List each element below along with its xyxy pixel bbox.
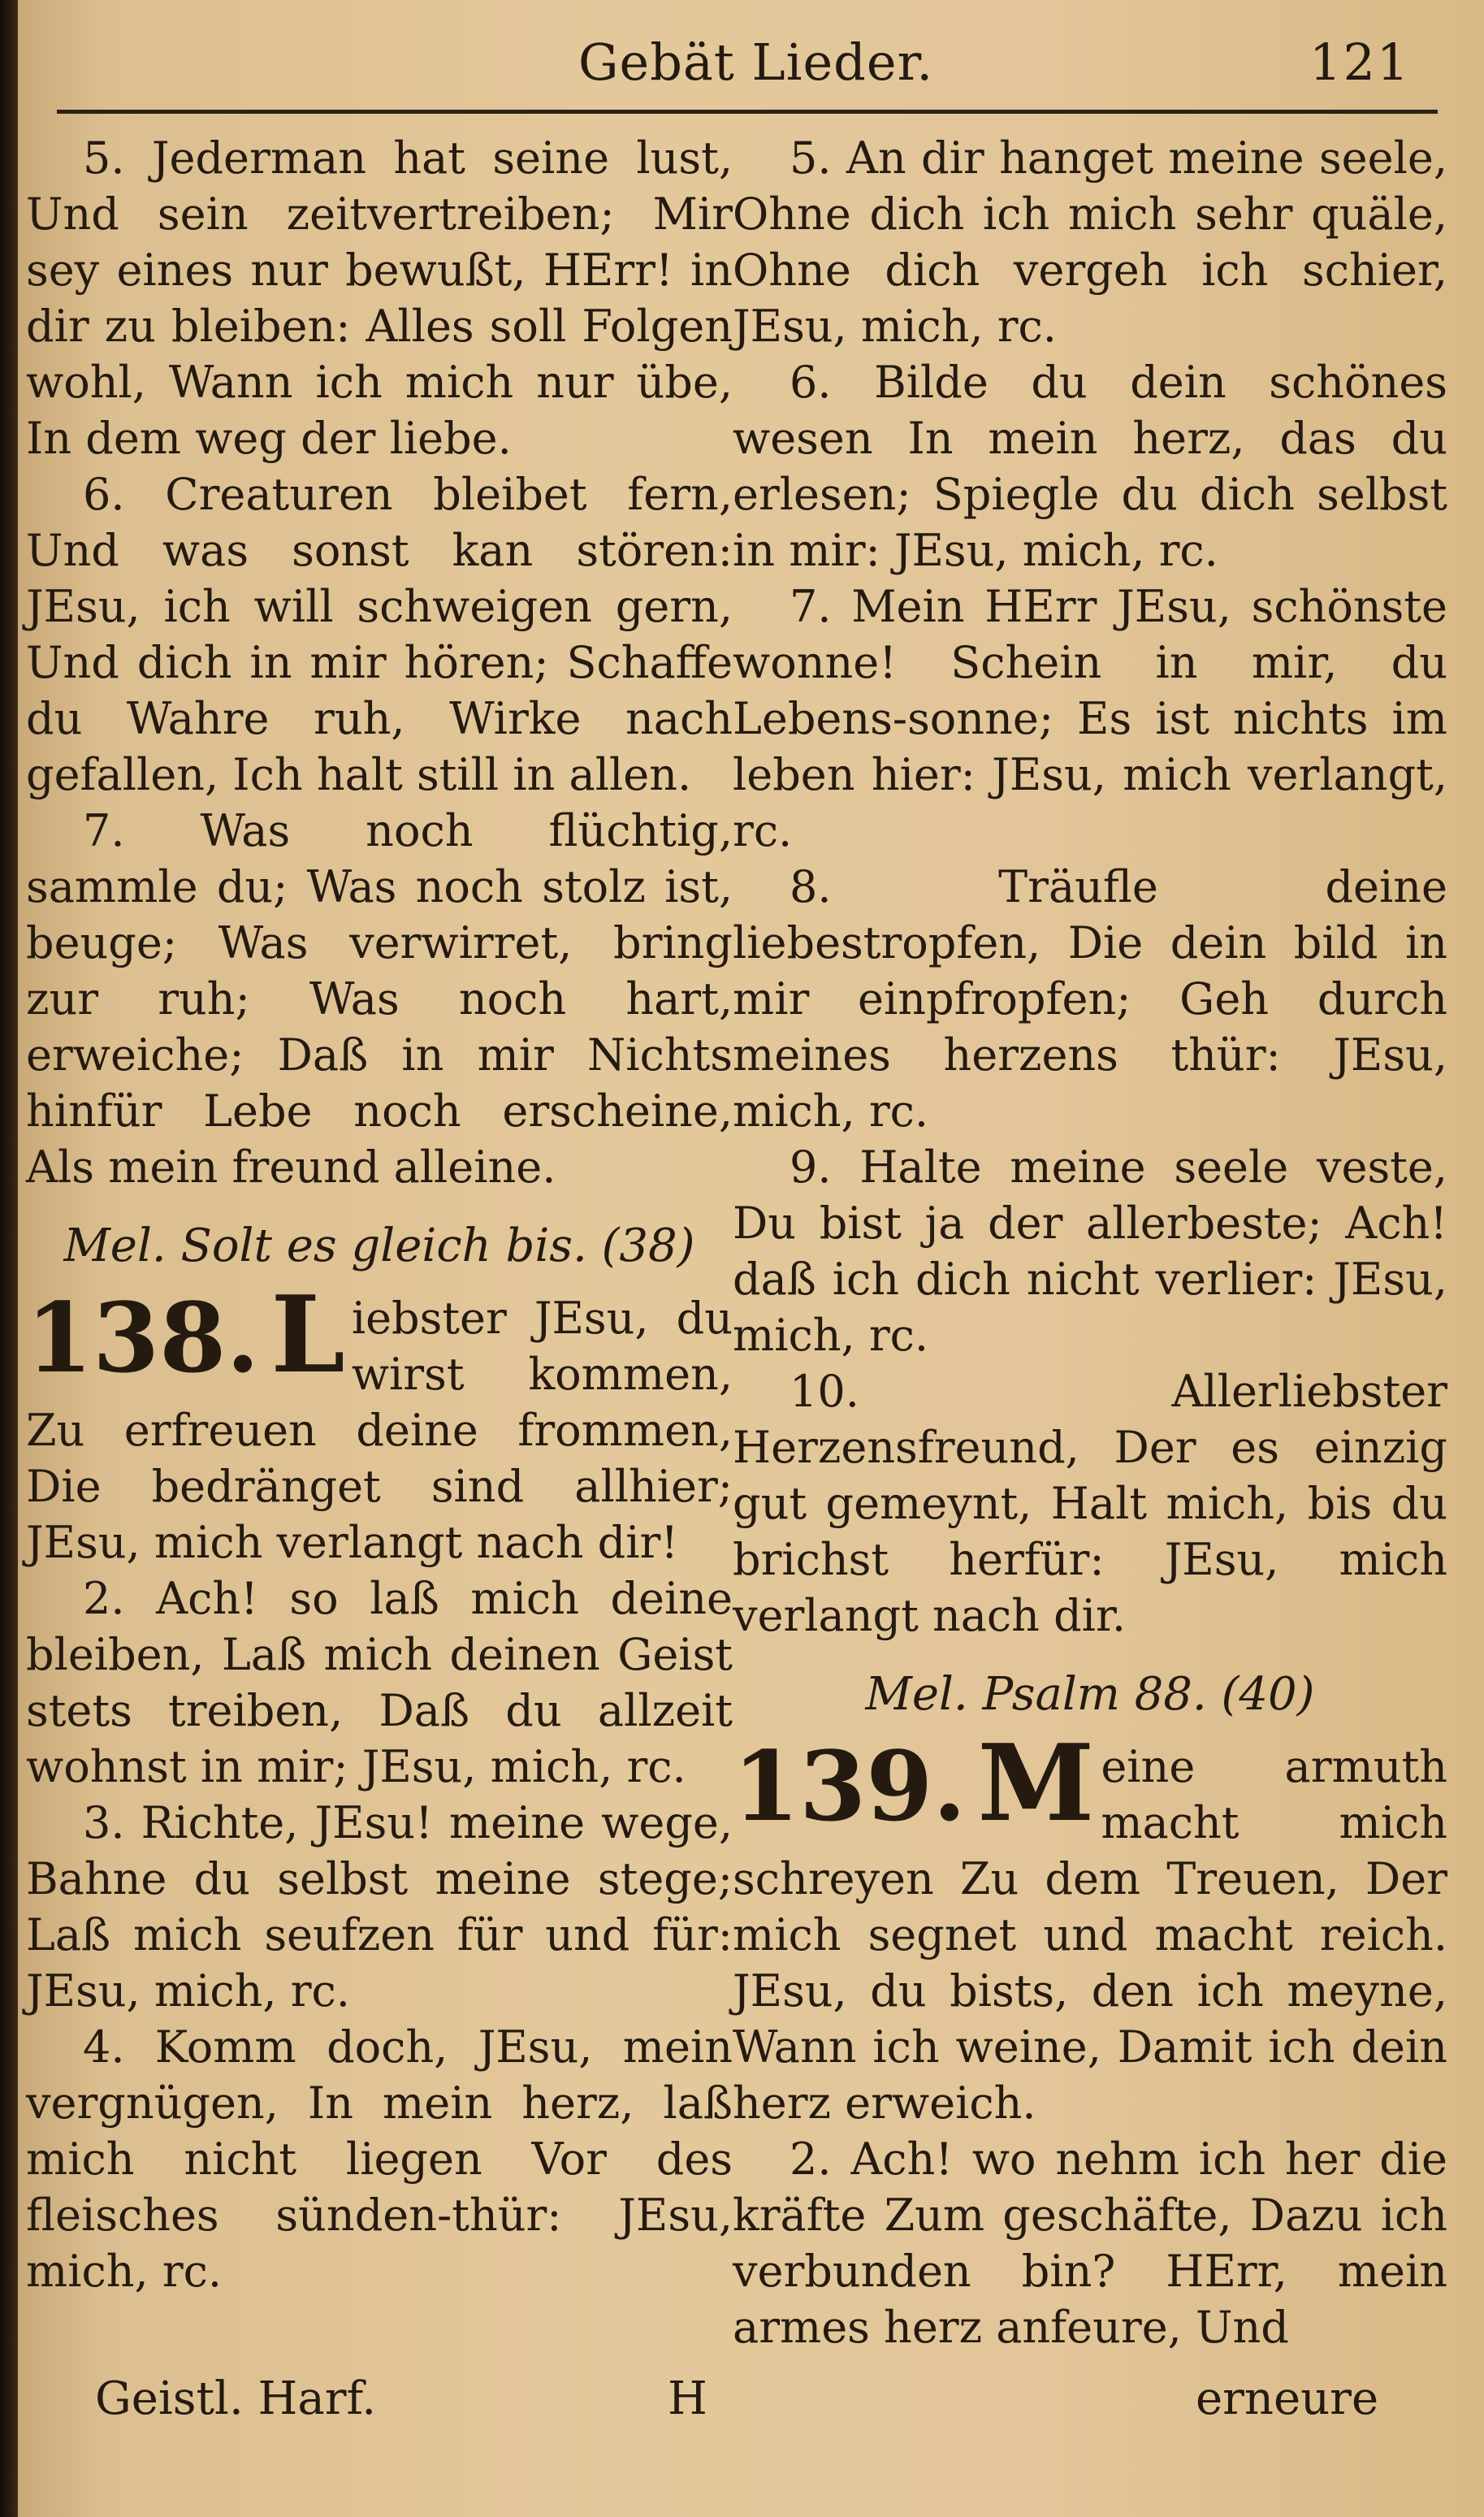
stanza-number: 7. (83, 805, 125, 856)
hymn-number: 139. (733, 1730, 967, 1843)
stanza (26, 1570, 733, 1795)
stanza-text: Bilde du dein schönes wesen In mein herz, das du erlesen; Spiegle du dich selbst in mir: JEsu, mich, rc. (733, 357, 1447, 576)
stanza-text: Jederman hat seine lust, Und sein zeitvertreiben; Mir sey eines nur bewußt, HErr! in dir zu bleiben: Alles soll Folgen wohl, Wann ich mich nur übe, In dem weg der liebe. (26, 132, 733, 464)
stanza (26, 2019, 733, 2299)
stanza-number: 6. (790, 357, 832, 408)
stanza-text: Ach! wo nehm ich her die kräfte Zum geschäfte, Dazu ich verbunden bin? HErr, mein armes herz anfeure, Und (733, 2134, 1447, 2353)
stanza-number: 6. (83, 469, 125, 520)
stanza (733, 859, 1447, 1139)
stanza-text: Was noch flüchtig, sammle du; Was noch stolz ist, beuge; Was verwirret, bring zur ruh; Was noch hart, erweiche; Daß in mir Nichts hinfür Lebe noch erscheine, Als mein freund alleine. (26, 805, 733, 1193)
stanza-text: Halte meine seele veste, Du bist ja der allerbeste; Ach! daß ich dich nicht verlier: JEsu, mich, rc. (733, 1142, 1447, 1361)
stanza (733, 1139, 1447, 1363)
left-column (26, 130, 733, 2299)
stanza-text: Richte, JEsu! meine wege, Bahne du selbst meine stege; Laß mich seufzen für und für: JEsu, mich, rc. (26, 1797, 733, 2017)
hymn-first-stanza: iebster JEsu, du wirst kommen, Zu erfreuen deine frommen, Die bedränget sind allhier; JEsu, mich verlangt nach dir! (26, 1293, 733, 1568)
stanza-number: 8. (790, 861, 832, 912)
stanza-number: 3. (83, 1797, 125, 1848)
stanza (26, 1795, 733, 2019)
stanza (26, 803, 733, 1195)
stanza-text: An dir hanget meine seele, Ohne dich ich mich sehr quäle, Ohne dich vergeh ich schier, JEsu, mich, rc. (733, 132, 1447, 352)
stanza-number: 10. (790, 1366, 859, 1417)
stanza (26, 466, 733, 803)
running-title: Gebät Lieder. (578, 32, 934, 92)
signature-mark: H (668, 2372, 707, 2425)
book-page (18, 0, 1484, 2517)
stanza-number: 4. (83, 2021, 125, 2073)
right-column (733, 130, 1447, 2355)
page-header (18, 32, 1484, 106)
melody-line: Mel. Solt es gleich bis. (38) (63, 1220, 695, 1272)
stanza-number: 7. (790, 581, 832, 632)
stanza-text: Träufle deine liebestropfen, Die dein bild in mir einpfropfen; Geh durch meines herzens thür: JEsu, mich, rc. (733, 861, 1447, 1137)
hymn-138-opening (26, 1272, 733, 1570)
stanza (733, 354, 1447, 578)
stanza-number: 9. (790, 1142, 832, 1193)
stanza-number: 2. (790, 2134, 832, 2185)
stanza (733, 1363, 1447, 1644)
hymn-number: 138. (26, 1281, 260, 1394)
stanza-number: 5. (83, 132, 125, 184)
catchword: erneure (1196, 2372, 1379, 2425)
stanza-text: Ach! so laß mich deine bleiben, Laß mich deinen Geist stets treiben, Daß du allzeit wohnst in mir; JEsu, mich, rc. (26, 1573, 733, 1792)
stanza (26, 130, 733, 466)
page-number: 121 (1309, 32, 1411, 92)
stanza (733, 130, 1447, 354)
hymn-first-stanza: eine armuth macht mich schreyen Zu dem Treuen, Der mich segnet und macht reich. JEsu, du bists, den ich meyne, Wann ich weine, Damit ich dein herz erweich. (733, 1741, 1447, 2129)
stanza-text: Komm doch, JEsu, mein vergnügen, In mein herz, laß mich nicht liegen Vor des fleisches sünden-thür: JEsu, mich, rc. (26, 2021, 733, 2297)
header-rule (57, 110, 1438, 114)
drop-cap: M (977, 1721, 1095, 1845)
stanza (733, 2131, 1447, 2355)
stanza-text: Allerliebster Herzensfreund, Der es einzig gut gemeynt, Halt mich, bis du brichst herfür: JEsu, mich verlangt nach dir. (733, 1366, 1447, 1641)
stanza-number: 5. (790, 132, 832, 184)
book-spine-shadow (0, 0, 18, 2517)
stanza-text: Creaturen bleibet fern, Und was sonst kan stören: JEsu, ich will schweigen gern, Und dich in mir hören; Schaffe du Wahre ruh, Wirke nach gefallen, Ich halt still in allen. (26, 469, 733, 800)
hymn-139-opening (733, 1721, 1447, 2131)
stanza-text: Mein HErr JEsu, schönste wonne! Schein in mir, du Lebens-sonne; Es ist nichts im leben hier: JEsu, mich verlangt, rc. (733, 581, 1447, 856)
melody-line: Mel. Psalm 88. (40) (865, 1668, 1315, 1721)
signature-title: Geistl. Harf. (95, 2372, 377, 2425)
drop-cap: L (270, 1272, 345, 1397)
stanza (733, 578, 1447, 859)
stanza-number: 2. (83, 1573, 125, 1624)
